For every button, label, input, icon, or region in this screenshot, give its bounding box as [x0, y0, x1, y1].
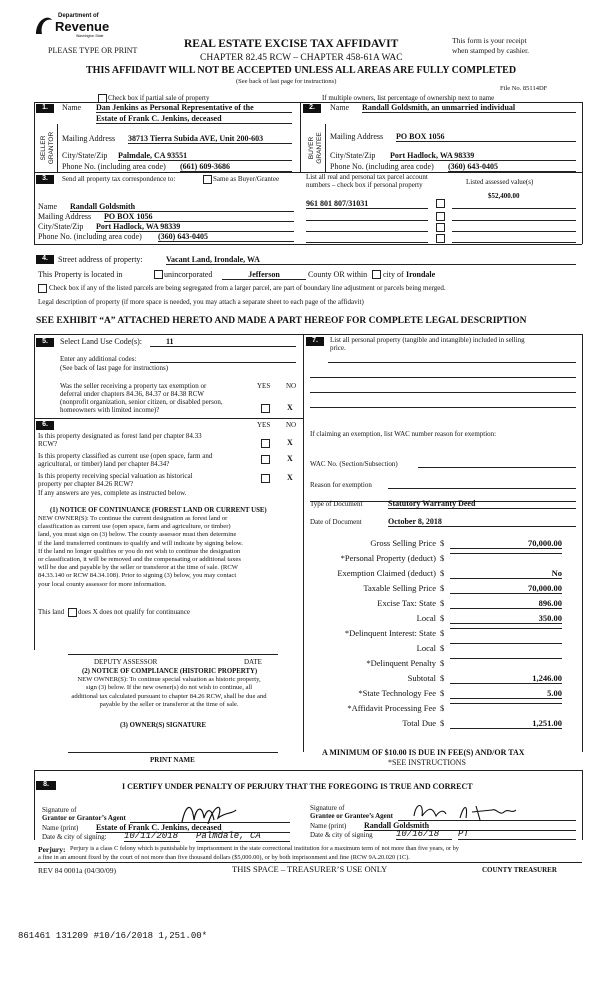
tax-row-dollar: $ [440, 538, 445, 548]
assessed-value: $52,400.00 [488, 192, 520, 200]
sec6-q2-line2: agricultural, or timber) land per chapter 84.34? [38, 460, 170, 468]
notice-continuance-title: (1) NOTICE OF CONTINUANCE (FOREST LAND OR CURRENT USE) [50, 507, 267, 514]
form-see-back: (See back of last page for instructions) [236, 78, 337, 85]
send-correspondence-label: Send all property tax correspondence to: [62, 175, 176, 183]
tax-row-label: Local [416, 613, 436, 623]
owner-signature-label: (3) OWNER(S) SIGNATURE [120, 722, 206, 729]
land-use-label: Select Land Use Code(s): [60, 337, 142, 346]
buyer-name: Randall Goldsmith, an unmarried individual [362, 103, 576, 113]
exemption-label: If claiming an exemption, list WAC number reason for exemption: [310, 430, 497, 438]
personal-line-3 [310, 392, 576, 393]
tax-computation-table [304, 538, 582, 734]
tax-row-value: 1,251.00 [450, 718, 562, 729]
tax-row-dollar: $ [440, 598, 445, 608]
sec6-q3-line1: Is this property receiving special valuation as historical [38, 472, 193, 480]
personal-line-1 [328, 362, 576, 363]
segregated-checkbox[interactable] [38, 284, 47, 293]
tax-city-label: City/State/Zip [38, 222, 84, 231]
tax-row-value [450, 553, 562, 554]
parcel-line-3 [306, 231, 428, 232]
sec1-mid-rule [300, 102, 301, 172]
sec3-left-rule [34, 172, 35, 244]
sec5-question-4: homeowners with limited income)? [60, 406, 160, 414]
section-7-number: 7. [306, 337, 324, 346]
additional-codes-line [150, 362, 296, 363]
sec6-q1-line1: Is this property designated as forest land per chapter 84.33 [38, 432, 202, 440]
tax-row-label: Exemption Claimed (deduct) [337, 568, 436, 578]
tax-row-dollar: $ [440, 673, 445, 683]
tax-row-label: Subtotal [407, 673, 436, 683]
grantee-date-label: Date & city of signing [310, 831, 373, 839]
notice-compliance-line: additional tax calculated pursuant to chapter 84.26 RCW, shall be due and [71, 692, 267, 700]
please-type-text: PLEASE TYPE OR PRINT [48, 46, 138, 55]
city-checkbox[interactable] [372, 270, 381, 279]
seller-phone-label: Phone No. (including area code) [62, 162, 166, 171]
tax-row-dollar: $ [440, 628, 445, 638]
doc-type-label: Type of Document [310, 500, 363, 508]
notice-compliance-line: NEW OWNER(S): To continue special valuation as historic property, [77, 676, 261, 683]
tax-name-label: Name [38, 202, 58, 211]
tax-row-value: 350.00 [450, 613, 562, 624]
tax-row-dollar: $ [440, 583, 445, 593]
grantor-city: Palmdale, CA [196, 831, 290, 842]
logo-dept-name: Revenue [55, 19, 110, 34]
notice-compliance-body [36, 676, 302, 710]
seller-phone: (661) 609-3686 [180, 162, 292, 172]
section-2-number: 2. [303, 104, 321, 113]
assessed-line-4 [452, 242, 576, 243]
grantee-sig-label-1: Signature of [310, 804, 345, 812]
sec6-yes-header: YES [257, 421, 271, 429]
grantee-city: PT [458, 829, 576, 840]
sec6-no-header: NO [286, 421, 297, 429]
does-qualify-label: does X does not qualify for continuance [78, 608, 190, 616]
tax-row-label: *Delinquent Interest: State [344, 628, 436, 638]
form-revision: REV 84 0001a (04/30/09) [38, 866, 116, 875]
tax-row-value [450, 628, 562, 629]
notice-continuance-line: or classification, it will be removed and the compensating or additional taxes [38, 556, 241, 564]
sec5-question-2: deferral under chapters 84.36, 84.37 or 84.38 RCW [60, 390, 205, 398]
sec6-q3-line2: property per chapter 84.26 RCW? [38, 480, 134, 488]
sec5-no-header: NO [286, 382, 297, 390]
buyer-city: Port Hadlock, WA 98339 [390, 151, 576, 161]
logo-dept-small: Department of [58, 13, 99, 19]
grantor-date-label: Date & city of signing: [42, 833, 107, 841]
tax-row-dollar: $ [440, 643, 445, 653]
perjury-label: Perjury: [38, 845, 66, 854]
seller-name-2: Estate of Frank C. Jenkins, deceased [96, 114, 292, 124]
tax-row-label: Total Due [402, 718, 436, 728]
segregated-label: Check box if any of the listed parcels are being segregated from a larger parcel, are part of boundary line adjustment or parcels being merged. [49, 284, 446, 292]
assessed-line-2 [452, 220, 576, 221]
grantee-signature-icon [410, 800, 520, 822]
seller-side-label-1: SELLER [40, 135, 47, 161]
sec3-right-rule [582, 172, 583, 244]
print-name-line [68, 752, 278, 753]
perjury-text-2: a fine in an amount fixed by the court of not more than five thousand dollars ($5,000.00), or by both imprisonment and fine (RCW 9A.20.020 (1C). [38, 854, 410, 861]
receipt-note-1: This form is your receipt [452, 36, 527, 45]
parcel-3-checkbox[interactable] [436, 223, 445, 232]
sec5-left-rule [34, 334, 35, 650]
buyer-phone: (360) 643-0405 [448, 162, 576, 172]
tax-row-dollar: $ [440, 718, 445, 728]
partial-sale-label: Check box if partial sale of property [108, 94, 210, 102]
tax-mail-label: Mailing Address [38, 212, 92, 221]
tax-row-dollar: $ [440, 553, 445, 563]
form-warning: THIS AFFIDAVIT WILL NOT BE ACCEPTED UNLESS ALL AREAS ARE FULLY COMPLETED [86, 65, 517, 76]
sec5-no-answer: X [287, 403, 293, 412]
notice-compliance-line: sign (3) below. If the new owner(s) do not wish to continue, all [85, 684, 253, 692]
sec1-right-rule [582, 102, 583, 172]
sec6-q2-no-answer: X [287, 454, 293, 463]
form-title: REAL ESTATE EXCISE TAX AFFIDAVIT [184, 38, 399, 50]
parcel-2-checkbox[interactable] [436, 212, 445, 221]
tax-row-dollar: $ [440, 613, 445, 623]
tax-phone: (360) 643-0405 [158, 232, 294, 242]
grantee-sig-label-2: Grantee or Grantee’s Agent [310, 812, 394, 820]
located-pre: This Property is located in [38, 270, 123, 279]
buyer-phone-label: Phone No. (including area code) [330, 162, 434, 171]
doc-type-value: Statutory Warranty Deed [388, 499, 576, 509]
additional-see-back: (See back of last page for instructions) [60, 364, 169, 372]
parcel-1-checkbox[interactable] [436, 199, 445, 208]
buyer-city-label: City/State/Zip [330, 151, 376, 160]
tax-row-value [450, 703, 562, 704]
sec6-top-rule [34, 418, 303, 419]
tax-row-label: *Personal Property (deduct) [340, 553, 436, 563]
reason-label: Reason for exemption [310, 481, 372, 489]
notice-compliance-line: payable by the seller or transferor at the time of sale. [99, 701, 239, 709]
notice-continuance-line: 84.33.140 or RCW 84.34.108). Prior to signing (3) below, you may contact [38, 572, 237, 580]
seller-name-1: Dan Jenkins as Personal Representative of the [96, 103, 292, 113]
parcel-4-checkbox[interactable] [436, 234, 445, 243]
buyer-name-label: Name [330, 103, 350, 112]
notice-compliance-title: (2) NOTICE OF COMPLIANCE (HISTORIC PROPERTY) [82, 668, 258, 675]
sec8-left-rule [34, 770, 35, 840]
county-value: Jefferson [222, 270, 306, 280]
street-label: Street address of property: [58, 255, 143, 264]
tax-name: Randall Goldsmith [70, 202, 294, 212]
sec6-answer-note: If any answers are yes, complete as instructed below. [38, 489, 187, 497]
seller-name-label: Name [62, 103, 82, 112]
notice-continuance-line: classification as current use (open space, farm and agriculture, or timber) [38, 523, 231, 531]
seller-mail: 38713 Tierra Subida AVE, Unit 200-603 [128, 134, 292, 144]
buyer-side-label-1: BUYER [308, 136, 315, 160]
parcel-list-label-2: numbers – check box if personal property [306, 181, 423, 189]
section-4-number: 4. [36, 255, 54, 264]
personal-line-4 [310, 407, 576, 408]
doc-date-label: Date of Document [310, 518, 362, 526]
sec3-bottom-rule [34, 244, 582, 245]
notice-continuance-line: if the land transferred continues to qualify and will indicate by signing below. [38, 539, 243, 547]
multiple-owners-note: If multiple owners, list percentage of ownership next to name [322, 94, 495, 102]
seller-city-label: City/State/Zip [62, 151, 108, 160]
does-qualify-checkbox[interactable] [68, 608, 77, 617]
treasurer-rule [34, 862, 582, 863]
wac-line [418, 467, 576, 468]
notice-continuance-line: NEW OWNER(S): To continue the current designation as forest land or [38, 515, 228, 522]
notice-continuance-line: will be due and payable by the seller or transferor at the time of sale. (RCW [38, 564, 238, 572]
section-5-number: 5. [36, 338, 54, 347]
tax-row-dollar: $ [440, 658, 445, 668]
tax-row-label: *State Technology Fee [358, 688, 436, 698]
wac-label: WAC No. (Section/Subsection) [310, 460, 398, 468]
personal-line-2 [310, 377, 576, 378]
grantor-sig-label-1: Signature of [42, 806, 77, 814]
dor-logo [34, 10, 110, 44]
tax-phone-label: Phone No. (including area code) [38, 232, 142, 241]
sec6-q1-no-answer: X [287, 438, 293, 447]
sec5-right-rule [582, 334, 583, 752]
form-chapter: CHAPTER 82.45 RCW – CHAPTER 458-61A WAC [200, 53, 403, 63]
tax-city: Port Hadlock, WA 98339 [96, 222, 294, 232]
sec6-q3-yes-checkbox[interactable] [261, 474, 270, 483]
sec6-q3-no-answer: X [287, 473, 293, 482]
parcel-list-label-1: List all real and personal tax parcel account [306, 173, 428, 181]
seller-city: Palmdale, CA 93551 [118, 151, 292, 161]
assessed-value-label: Listed assessed value(s) [466, 178, 534, 186]
same-as-buyer-checkbox[interactable] [203, 175, 212, 184]
tax-row-value [450, 643, 562, 644]
sec6-q1-line2: RCW? [38, 440, 58, 448]
logo-swoosh-icon [34, 14, 54, 38]
see-instructions-note: *SEE INSTRUCTIONS [388, 758, 467, 767]
buyer-side-label-2: GRANTEE [316, 132, 323, 164]
deputy-assessor-line [68, 654, 278, 655]
reason-line [388, 488, 576, 489]
print-name-label: PRINT NAME [150, 756, 195, 764]
sec1-side-rule [57, 124, 58, 172]
county-or-label: County OR within [308, 270, 368, 279]
city-of-label: city of [383, 270, 404, 279]
receipt-note-2: when stamped by cashier. [452, 46, 530, 55]
sec1-left-rule [34, 102, 35, 172]
tax-row-label: Local [416, 643, 436, 653]
tax-row-label: *Affidavit Processing Fee [347, 703, 436, 713]
grantor-name-label: Name (print) [42, 824, 79, 832]
tax-row-dollar: $ [440, 568, 445, 578]
tax-row-dollar: $ [440, 688, 445, 698]
personal-property-label-2: price. [330, 344, 346, 352]
parcel-line-4 [306, 242, 428, 243]
street-value: Vacant Land, Irondale, WA [166, 255, 576, 265]
perjury-text-1: Perjury is a class C felony which is punishable by imprisonment in the state correctional institution for a maximum term of not more than five years, or by [70, 845, 459, 852]
file-number: File No. 85114DF [500, 85, 548, 92]
sec8-top-rule [34, 770, 582, 771]
tax-row-value: 1,246.00 [450, 673, 562, 684]
assessed-line-3 [452, 231, 576, 232]
section-1-number: 1. [36, 104, 54, 113]
personal-property-label-1: List all personal property (tangible and intangible) included in selling [330, 336, 525, 344]
county-treasurer-label: COUNTY TREASURER [482, 866, 557, 874]
sec2-side-rule [325, 124, 326, 172]
sec5-yes-header: YES [257, 382, 271, 390]
exhibit-a-text: SEE EXHIBIT “A” ATTACHED HERETO AND MADE A PART HEREOF FOR COMPLETE LEGAL DESCRIPTION [36, 316, 527, 326]
tax-row-value: 5.00 [450, 688, 562, 699]
logo-dept-state: Washington State [76, 34, 104, 38]
tax-mail: PO BOX 1056 [104, 212, 294, 222]
same-as-buyer-label: Same as Buyer/Grantee [213, 175, 280, 183]
unincorporated-checkbox[interactable] [154, 270, 163, 279]
unincorporated-label: unincorporated [164, 270, 213, 279]
assessed-line-1 [452, 208, 576, 209]
grantee-name-label: Name (print) [310, 822, 347, 830]
tax-row-label: Taxable Selling Price [363, 583, 436, 593]
notice-continuance-line: land, you must sign on (3) below. The county assessor must then determine [38, 531, 237, 539]
section-8-number: 8. [36, 781, 56, 790]
tax-row-value: No [450, 568, 562, 579]
tax-row-label: *Delinquent Penalty [366, 658, 436, 668]
land-use-line [150, 346, 296, 347]
sec6-q1-yes-checkbox[interactable] [261, 439, 270, 448]
city-value: Irondale [406, 270, 436, 279]
doc-date-value: October 8, 2018 [388, 517, 576, 527]
sec8-right-rule [582, 770, 583, 840]
notice-continuance-body [38, 515, 300, 589]
grantee-name: Randall Goldsmith [364, 821, 576, 831]
tax-row-dollar: $ [440, 703, 445, 713]
legal-description-label: Legal description of property (if more space is needed, you may attach a separate sheet to each page of the affidavit) [38, 298, 364, 306]
deputy-assessor-label: DEPUTY ASSESSOR [94, 658, 158, 666]
tax-row-label: Excise Tax: State [377, 598, 436, 608]
sec5-top-rule [34, 334, 582, 335]
buyer-mail-label: Mailing Address [330, 132, 384, 141]
deputy-date-label: DATE [244, 658, 262, 666]
treasurer-use-only: THIS SPACE – TREASURER’S USE ONLY [232, 864, 388, 874]
sec5-question-1: Was the seller receiving a property tax exemption or [60, 382, 207, 390]
tax-row-value: 70,000.00 [450, 538, 562, 549]
seller-mail-label: Mailing Address [62, 134, 116, 143]
cashier-stamp: 861461 131209 #10/16/2018 1,251.00* [18, 931, 208, 941]
certify-statement: I CERTIFY UNDER PENALTY OF PERJURY THAT THE FOREGOING IS TRUE AND CORRECT [122, 782, 473, 791]
parcel-line-2 [306, 220, 428, 221]
grantor-name: Estate of Frank C. Jenkins, deceased [96, 823, 290, 833]
grantee-date: 10/16/18 [396, 829, 452, 840]
this-land-label: This land [38, 608, 65, 616]
notice-continuance-line: If the land no longer qualifies or you do not wish to continue the designation [38, 547, 241, 555]
seller-side-label-2: GRANTOR [48, 131, 55, 165]
grantor-date: 10/11/2018 [124, 831, 179, 841]
land-use-value: 11 [166, 337, 174, 346]
minimum-fee-note: A MINIMUM OF $10.00 IS DUE IN FEE(S) AND/OR TAX [322, 748, 525, 757]
sec5-question-3: (nonprofit organization, senior citizen, or disabled person, [60, 398, 223, 406]
sec5-yes-checkbox[interactable] [261, 404, 270, 413]
sec6-q2-yes-checkbox[interactable] [261, 455, 270, 464]
notice-continuance-line: your local county assessor for more information. [38, 580, 167, 588]
buyer-mail: PO BOX 1056 [396, 132, 576, 142]
parcel-number: 961 801 807/31031 [306, 199, 428, 209]
section-3-number: 3. [36, 175, 54, 184]
section-6-number: 6. [36, 421, 54, 430]
additional-codes-label: Enter any additional codes: [60, 355, 137, 363]
tax-row-value: 896.00 [450, 598, 562, 609]
sec6-q2-line1: Is this property classified as current use (open space, farm and [38, 452, 213, 460]
grantor-sig-label-2: Grantor or Grantor’s Agent [42, 814, 126, 822]
tax-row-label: Gross Selling Price [370, 538, 436, 548]
tax-row-value [450, 658, 562, 659]
tax-row-value: 70,000.00 [450, 583, 562, 594]
